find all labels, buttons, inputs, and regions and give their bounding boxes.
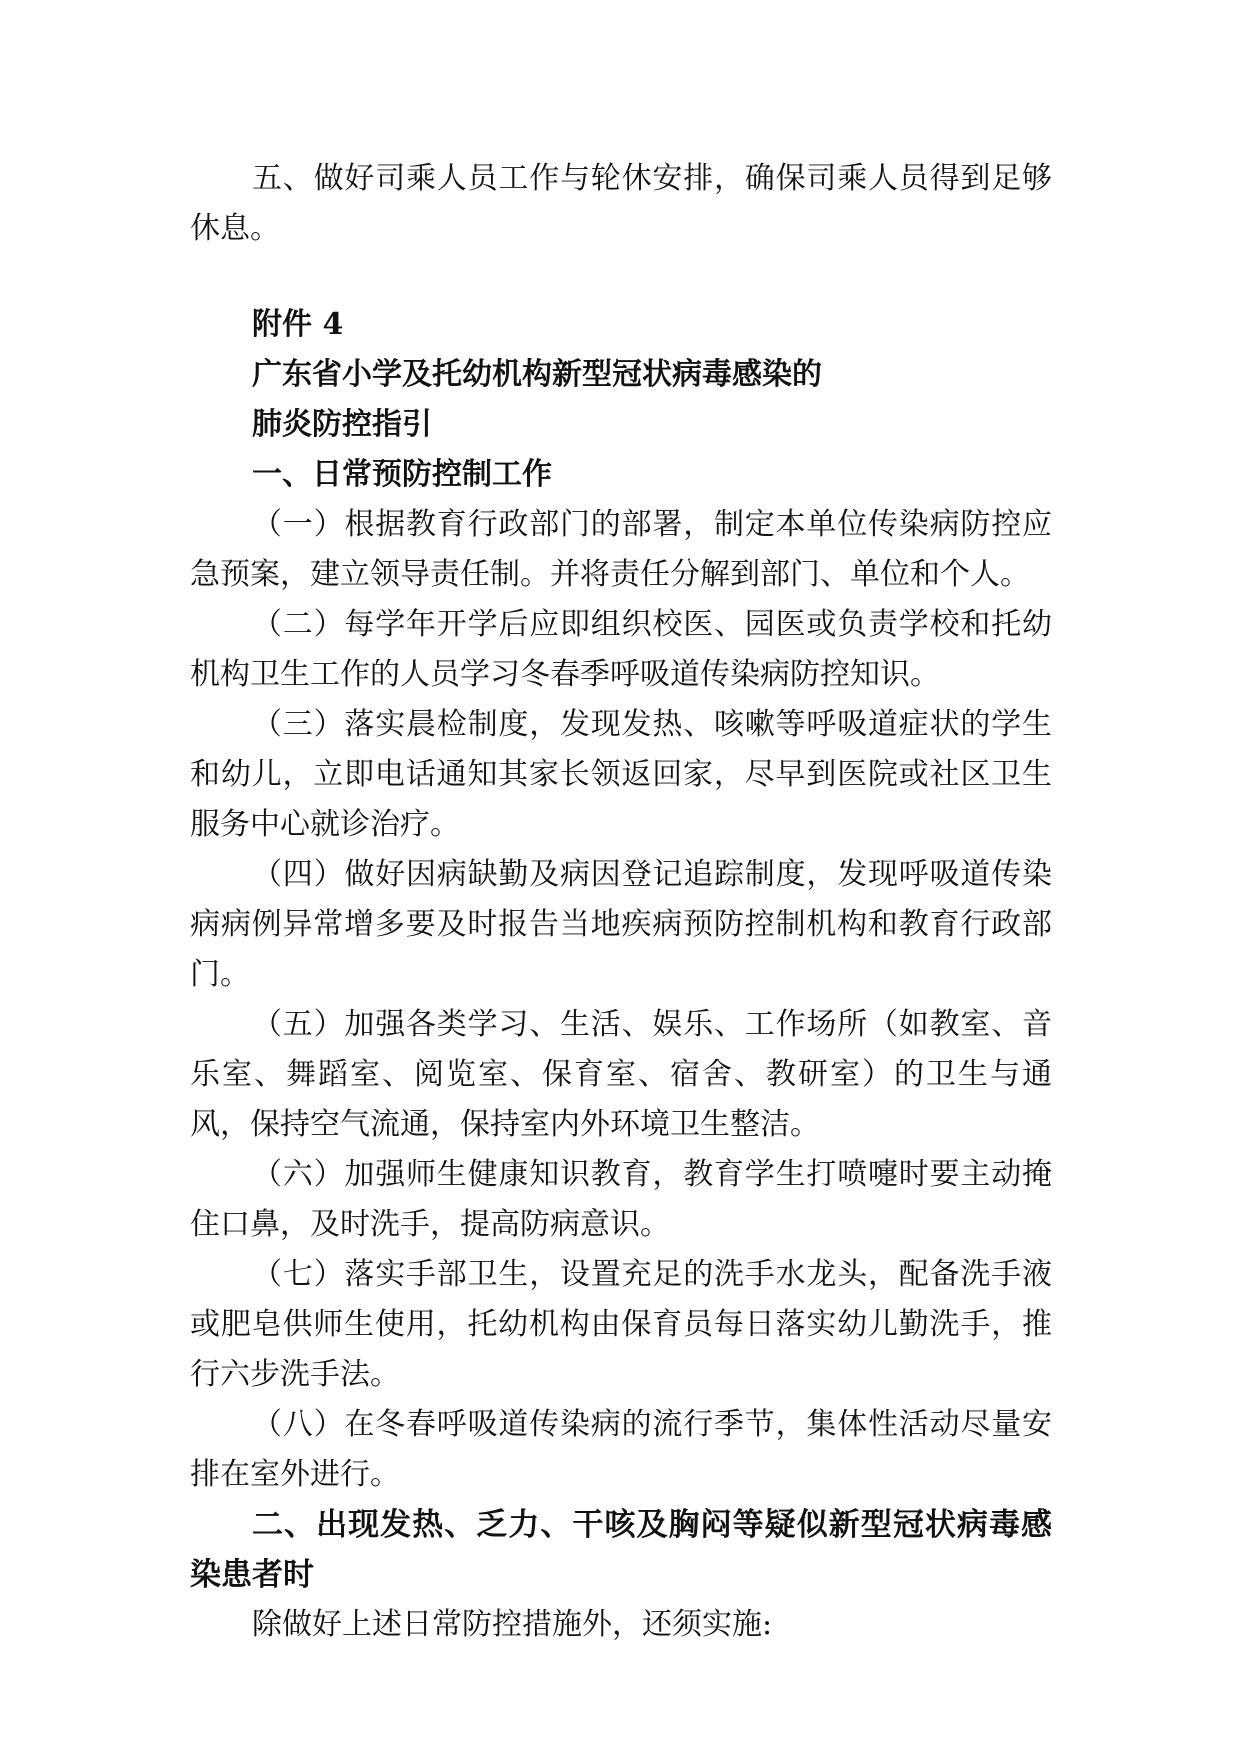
attachment-title-line1: 广东省小学及托幼机构新型冠状病毒感染的 bbox=[252, 357, 822, 392]
section1-heading: 一、日常预防控制工作 bbox=[252, 457, 552, 492]
section1-item-4: （四）做好因病缺勤及病因登记追踪制度，发现呼吸道传染病病例异常增多要及时报告当地疾病预防控制机构和教育行政部门。 bbox=[190, 857, 1052, 992]
section1-item-6: （六）加强师生健康知识教育，教育学生打喷嚏时要主动掩住口鼻，及时洗手，提高防病意识。 bbox=[190, 1157, 1052, 1242]
spacer bbox=[190, 254, 1052, 300]
paragraph-item-5: 五、做好司乘人员工作与轮休安排，确保司乘人员得到足够休息。 bbox=[190, 161, 1052, 246]
section2-heading: 二、出现发热、乏力、干咳及胸闷等疑似新型冠状病毒感染患者时 bbox=[190, 1507, 1052, 1593]
document-body bbox=[190, 154, 1052, 1650]
section1-item-7: （七）落实手部卫生，设置充足的洗手水龙头，配备洗手液或肥皂供师生使用，托幼机构由保育员每日落实幼儿勤洗手，推行六步洗手法。 bbox=[190, 1257, 1052, 1392]
section2-intro: 除做好上述日常防控措施外，还须实施: bbox=[252, 1607, 773, 1642]
attachment-label: 附件 4 bbox=[252, 307, 344, 342]
attachment-title-line2: 肺炎防控指引 bbox=[252, 407, 432, 442]
section1-item-1: （一）根据教育行政部门的部署，制定本单位传染病防控应急预案，建立领导责任制。并将责任分解到部门、单位和个人。 bbox=[190, 507, 1052, 592]
section1-item-5: （五）加强各类学习、生活、娱乐、工作场所（如教室、音乐室、舞蹈室、阅览室、保育室、宿舍、教研室）的卫生与通风，保持空气流通，保持室内外环境卫生整洁。 bbox=[190, 1007, 1052, 1142]
section1-item-3: （三）落实晨检制度，发现发热、咳嗽等呼吸道症状的学生和幼儿，立即电话通知其家长领返回家，尽早到医院或社区卫生服务中心就诊治疗。 bbox=[190, 707, 1052, 842]
section1-item-8: （八）在冬春呼吸道传染病的流行季节，集体性活动尽量安排在室外进行。 bbox=[190, 1407, 1052, 1492]
section1-item-2: （二）每学年开学后应即组织校医、园医或负责学校和托幼机构卫生工作的人员学习冬春季呼吸道传染病防控知识。 bbox=[190, 607, 1052, 692]
